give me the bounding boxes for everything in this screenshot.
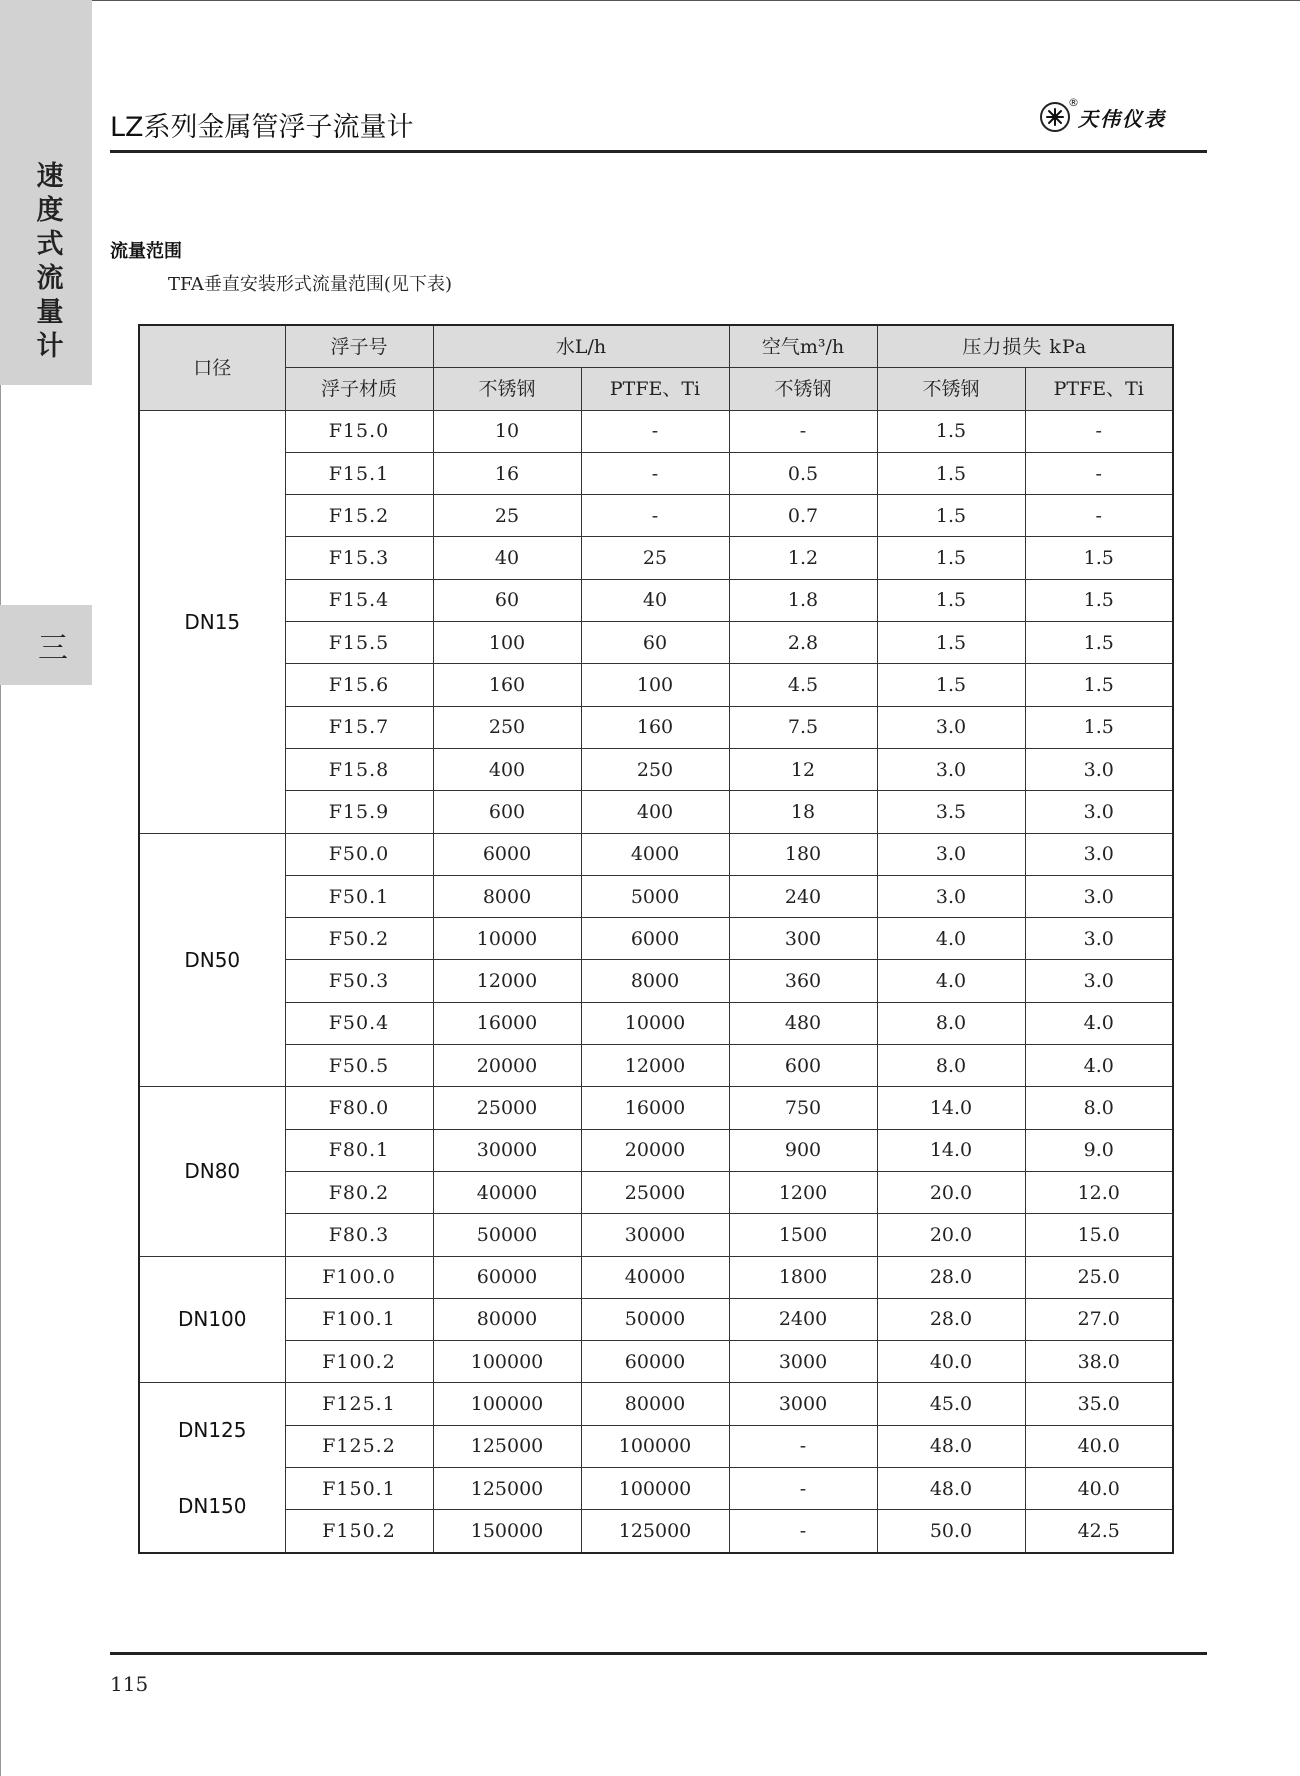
side-tab-category <box>0 0 92 385</box>
air-stainless-cell: 900 <box>729 1129 877 1171</box>
air-stainless-cell: 750 <box>729 1087 877 1129</box>
table-row <box>139 410 1173 452</box>
diameter-cell <box>139 1087 285 1256</box>
float-no-cell: F80.2 <box>285 1171 433 1213</box>
table-row <box>139 1298 1173 1340</box>
side-tab-category-label: 速度式流量计 <box>36 161 64 362</box>
air-stainless-cell: 0.7 <box>729 495 877 537</box>
water-stainless-cell: 50000 <box>433 1214 581 1256</box>
float-no-cell: F50.2 <box>285 918 433 960</box>
header-water-stainless: 不锈钢 <box>433 368 581 410</box>
air-stainless-cell: 240 <box>729 875 877 917</box>
pressure-ptfe-cell: - <box>1025 495 1173 537</box>
pressure-ptfe-cell: 3.0 <box>1025 918 1173 960</box>
water-stainless-cell: 25 <box>433 495 581 537</box>
pressure-ptfe-cell: 3.0 <box>1025 748 1173 790</box>
header-water: 水L/h <box>433 325 729 368</box>
pressure-stainless-cell: 1.5 <box>877 537 1025 579</box>
diameter-cell <box>139 833 285 1087</box>
table-row <box>139 960 1173 1002</box>
float-no-cell: F15.1 <box>285 452 433 494</box>
pressure-ptfe-cell: 38.0 <box>1025 1341 1173 1383</box>
water-stainless-cell: 30000 <box>433 1129 581 1171</box>
table-row <box>139 579 1173 621</box>
air-stainless-cell: 480 <box>729 1002 877 1044</box>
pressure-stainless-cell: 3.0 <box>877 748 1025 790</box>
pressure-ptfe-cell: 3.0 <box>1025 875 1173 917</box>
table-row <box>139 495 1173 537</box>
pressure-stainless-cell: 1.5 <box>877 579 1025 621</box>
table-row <box>139 875 1173 917</box>
table-row <box>139 791 1173 833</box>
page-number: 115 <box>110 1672 149 1696</box>
left-edge-line <box>0 385 1 1776</box>
table-row <box>139 1002 1173 1044</box>
water-ptfe-cell: 100000 <box>581 1425 729 1467</box>
pressure-ptfe-cell: 42.5 <box>1025 1510 1173 1553</box>
water-ptfe-cell: 400 <box>581 791 729 833</box>
water-stainless-cell: 150000 <box>433 1510 581 1553</box>
pressure-ptfe-cell: 1.5 <box>1025 706 1173 748</box>
water-ptfe-cell: 60000 <box>581 1341 729 1383</box>
air-stainless-cell: 18 <box>729 791 877 833</box>
header-diameter: 口径 <box>139 325 285 410</box>
air-stainless-cell: 2400 <box>729 1298 877 1340</box>
water-stainless-cell: 40000 <box>433 1171 581 1213</box>
side-tab-chapter-label: 三 <box>38 631 68 666</box>
air-stainless-cell: 0.5 <box>729 452 877 494</box>
water-ptfe-cell: 50000 <box>581 1298 729 1340</box>
water-stainless-cell: 40 <box>433 537 581 579</box>
air-stainless-cell: 1800 <box>729 1256 877 1298</box>
water-ptfe-cell: 16000 <box>581 1087 729 1129</box>
air-stainless-cell: 600 <box>729 1045 877 1087</box>
water-ptfe-cell: 125000 <box>581 1510 729 1553</box>
water-stainless-cell: 400 <box>433 748 581 790</box>
float-no-cell: F50.1 <box>285 875 433 917</box>
diameter-cell <box>139 410 285 833</box>
header-rule <box>110 150 1207 153</box>
air-stainless-cell: 300 <box>729 918 877 960</box>
pressure-ptfe-cell: 3.0 <box>1025 791 1173 833</box>
water-stainless-cell: 25000 <box>433 1087 581 1129</box>
float-no-cell: F15.0 <box>285 410 433 452</box>
pressure-stainless-cell: 45.0 <box>877 1383 1025 1425</box>
pressure-ptfe-cell: 3.0 <box>1025 960 1173 1002</box>
water-stainless-cell: 16000 <box>433 1002 581 1044</box>
water-ptfe-cell: 20000 <box>581 1129 729 1171</box>
pressure-ptfe-cell: 25.0 <box>1025 1256 1173 1298</box>
water-ptfe-cell: 6000 <box>581 918 729 960</box>
diameter-label: DN150 <box>177 1493 247 1518</box>
air-stainless-cell: 180 <box>729 833 877 875</box>
float-no-cell: F15.9 <box>285 791 433 833</box>
header-float-material: 浮子材质 <box>285 368 433 410</box>
air-stainless-cell: 2.8 <box>729 622 877 664</box>
water-ptfe-cell: - <box>581 495 729 537</box>
pressure-stainless-cell: 28.0 <box>877 1298 1025 1340</box>
air-stainless-cell: 1.2 <box>729 537 877 579</box>
water-stainless-cell: 8000 <box>433 875 581 917</box>
diameter-label: DN125 <box>177 1417 247 1442</box>
pressure-ptfe-cell: 4.0 <box>1025 1045 1173 1087</box>
header-pressure-ptfe: PTFE、Ti <box>1025 368 1173 410</box>
water-ptfe-cell: 40 <box>581 579 729 621</box>
water-stainless-cell: 80000 <box>433 1298 581 1340</box>
diameter-label: DN15 <box>184 609 241 634</box>
water-ptfe-cell: 8000 <box>581 960 729 1002</box>
water-stainless-cell: 100 <box>433 622 581 664</box>
pressure-stainless-cell: 4.0 <box>877 918 1025 960</box>
water-ptfe-cell: 25000 <box>581 1171 729 1213</box>
air-stainless-cell: 3000 <box>729 1383 877 1425</box>
pressure-stainless-cell: 14.0 <box>877 1087 1025 1129</box>
water-ptfe-cell: 80000 <box>581 1383 729 1425</box>
water-stainless-cell: 100000 <box>433 1383 581 1425</box>
water-stainless-cell: 125000 <box>433 1468 581 1510</box>
water-ptfe-cell: 4000 <box>581 833 729 875</box>
diameter-label: DN50 <box>184 947 241 972</box>
pressure-stainless-cell: 1.5 <box>877 452 1025 494</box>
table-row <box>139 622 1173 664</box>
side-tab-chapter <box>0 605 92 685</box>
air-stainless-cell: - <box>729 1425 877 1467</box>
header-float-no: 浮子号 <box>285 325 433 368</box>
table-header-row-2 <box>139 368 1173 410</box>
pressure-ptfe-cell: 1.5 <box>1025 579 1173 621</box>
pressure-stainless-cell: 1.5 <box>877 664 1025 706</box>
table-row <box>139 918 1173 960</box>
float-no-cell: F125.1 <box>285 1383 433 1425</box>
air-stainless-cell: 12 <box>729 748 877 790</box>
water-stainless-cell: 125000 <box>433 1425 581 1467</box>
pressure-ptfe-cell: 27.0 <box>1025 1298 1173 1340</box>
water-ptfe-cell: 30000 <box>581 1214 729 1256</box>
air-stainless-cell: - <box>729 410 877 452</box>
water-ptfe-cell: 250 <box>581 748 729 790</box>
float-no-cell: F15.5 <box>285 622 433 664</box>
float-no-cell: F15.7 <box>285 706 433 748</box>
pressure-stainless-cell: 48.0 <box>877 1468 1025 1510</box>
pressure-ptfe-cell: - <box>1025 410 1173 452</box>
float-no-cell: F100.0 <box>285 1256 433 1298</box>
pressure-stainless-cell: 3.0 <box>877 875 1025 917</box>
air-stainless-cell: 360 <box>729 960 877 1002</box>
table-row <box>139 833 1173 875</box>
water-ptfe-cell: 10000 <box>581 1002 729 1044</box>
float-no-cell: F80.0 <box>285 1087 433 1129</box>
top-border-line <box>92 0 1300 1</box>
pressure-ptfe-cell: 1.5 <box>1025 664 1173 706</box>
table-row <box>139 1383 1173 1425</box>
table-row <box>139 1256 1173 1298</box>
pressure-ptfe-cell: - <box>1025 452 1173 494</box>
air-stainless-cell: - <box>729 1468 877 1510</box>
pressure-stainless-cell: 20.0 <box>877 1171 1025 1213</box>
water-stainless-cell: 20000 <box>433 1045 581 1087</box>
pressure-ptfe-cell: 8.0 <box>1025 1087 1173 1129</box>
table-row <box>139 452 1173 494</box>
water-stainless-cell: 600 <box>433 791 581 833</box>
brand-logo-group <box>1040 102 1166 132</box>
float-no-cell: F50.0 <box>285 833 433 875</box>
table-row <box>139 748 1173 790</box>
header-water-ptfe: PTFE、Ti <box>581 368 729 410</box>
water-ptfe-cell: 60 <box>581 622 729 664</box>
float-no-cell: F150.1 <box>285 1468 433 1510</box>
pressure-ptfe-cell: 3.0 <box>1025 833 1173 875</box>
float-no-cell: F100.2 <box>285 1341 433 1383</box>
float-no-cell: F15.2 <box>285 495 433 537</box>
pressure-ptfe-cell: 1.5 <box>1025 537 1173 579</box>
pressure-stainless-cell: 20.0 <box>877 1214 1025 1256</box>
table-row <box>139 1214 1173 1256</box>
air-stainless-cell: 7.5 <box>729 706 877 748</box>
diameter-gap <box>140 1440 285 1496</box>
section-subtitle: TFA垂直安装形式流量范围(见下表) <box>168 274 452 295</box>
diameter-label: DN100 <box>177 1307 247 1332</box>
flow-range-table <box>138 324 1174 1554</box>
pressure-ptfe-cell: 4.0 <box>1025 1002 1173 1044</box>
pressure-ptfe-cell: 1.5 <box>1025 622 1173 664</box>
water-stainless-cell: 160 <box>433 664 581 706</box>
pressure-stainless-cell: 8.0 <box>877 1002 1025 1044</box>
water-stainless-cell: 100000 <box>433 1341 581 1383</box>
pressure-stainless-cell: 3.0 <box>877 706 1025 748</box>
water-stainless-cell: 10000 <box>433 918 581 960</box>
air-stainless-cell: 3000 <box>729 1341 877 1383</box>
water-ptfe-cell: 25 <box>581 537 729 579</box>
brand-name: 天伟仪表 <box>1078 106 1166 131</box>
float-no-cell: F15.8 <box>285 748 433 790</box>
air-stainless-cell: 1500 <box>729 1214 877 1256</box>
water-stainless-cell: 60000 <box>433 1256 581 1298</box>
pressure-stainless-cell: 48.0 <box>877 1425 1025 1467</box>
water-ptfe-cell: 40000 <box>581 1256 729 1298</box>
water-ptfe-cell: 100 <box>581 664 729 706</box>
pressure-stainless-cell: 40.0 <box>877 1341 1025 1383</box>
table-row <box>139 537 1173 579</box>
pressure-ptfe-cell: 15.0 <box>1025 1214 1173 1256</box>
table-row <box>139 1468 1173 1510</box>
table-body <box>139 410 1173 1553</box>
air-stainless-cell: 1.8 <box>729 579 877 621</box>
table-row <box>139 1341 1173 1383</box>
air-stainless-cell: - <box>729 1510 877 1553</box>
air-stainless-cell: 4.5 <box>729 664 877 706</box>
float-no-cell: F15.3 <box>285 537 433 579</box>
water-stainless-cell: 6000 <box>433 833 581 875</box>
pressure-stainless-cell: 1.5 <box>877 622 1025 664</box>
table-row <box>139 664 1173 706</box>
float-no-cell: F50.4 <box>285 1002 433 1044</box>
header-air-stainless: 不锈钢 <box>729 368 877 410</box>
water-ptfe-cell: - <box>581 410 729 452</box>
table-row <box>139 1087 1173 1129</box>
float-no-cell: F15.6 <box>285 664 433 706</box>
diameter-cell <box>139 1383 285 1553</box>
page-title: LZ系列金属管浮子流量计 <box>110 112 414 143</box>
table-header-row-1 <box>139 325 1173 368</box>
diameter-cell <box>139 1256 285 1383</box>
header-pressure-loss: 压力损失 kPa <box>877 325 1173 368</box>
footer-rule <box>110 1652 1207 1655</box>
table-row <box>139 1425 1173 1467</box>
float-no-cell: F150.2 <box>285 1510 433 1553</box>
table-row <box>139 1129 1173 1171</box>
water-ptfe-cell: - <box>581 452 729 494</box>
table-row <box>139 706 1173 748</box>
header-pressure-stainless: 不锈钢 <box>877 368 1025 410</box>
float-no-cell: F15.4 <box>285 579 433 621</box>
table-row <box>139 1045 1173 1087</box>
float-no-cell: F80.1 <box>285 1129 433 1171</box>
water-stainless-cell: 60 <box>433 579 581 621</box>
header-air: 空气m³/h <box>729 325 877 368</box>
water-stainless-cell: 12000 <box>433 960 581 1002</box>
table-row <box>139 1171 1173 1213</box>
float-no-cell: F50.5 <box>285 1045 433 1087</box>
pressure-stainless-cell: 14.0 <box>877 1129 1025 1171</box>
water-ptfe-cell: 160 <box>581 706 729 748</box>
pressure-stainless-cell: 3.0 <box>877 833 1025 875</box>
water-ptfe-cell: 5000 <box>581 875 729 917</box>
diameter-label: DN80 <box>184 1159 241 1184</box>
water-ptfe-cell: 12000 <box>581 1045 729 1087</box>
pressure-ptfe-cell: 9.0 <box>1025 1129 1173 1171</box>
registered-mark: ® <box>1068 96 1079 109</box>
pressure-stainless-cell: 8.0 <box>877 1045 1025 1087</box>
float-no-cell: F100.1 <box>285 1298 433 1340</box>
water-stainless-cell: 250 <box>433 706 581 748</box>
pressure-stainless-cell: 3.5 <box>877 791 1025 833</box>
brand-emblem-icon <box>1040 102 1070 132</box>
float-no-cell: F50.3 <box>285 960 433 1002</box>
pressure-ptfe-cell: 40.0 <box>1025 1425 1173 1467</box>
table-row <box>139 1510 1173 1553</box>
float-no-cell: F125.2 <box>285 1425 433 1467</box>
water-stainless-cell: 16 <box>433 452 581 494</box>
air-stainless-cell: 1200 <box>729 1171 877 1213</box>
water-stainless-cell: 10 <box>433 410 581 452</box>
pressure-ptfe-cell: 35.0 <box>1025 1383 1173 1425</box>
pressure-ptfe-cell: 12.0 <box>1025 1171 1173 1213</box>
pressure-ptfe-cell: 40.0 <box>1025 1468 1173 1510</box>
section-title: 流量范围 <box>110 241 182 262</box>
pressure-stainless-cell: 1.5 <box>877 410 1025 452</box>
pressure-stainless-cell: 4.0 <box>877 960 1025 1002</box>
water-ptfe-cell: 100000 <box>581 1468 729 1510</box>
float-no-cell: F80.3 <box>285 1214 433 1256</box>
pressure-stainless-cell: 28.0 <box>877 1256 1025 1298</box>
pressure-stainless-cell: 1.5 <box>877 495 1025 537</box>
pressure-stainless-cell: 50.0 <box>877 1510 1025 1553</box>
